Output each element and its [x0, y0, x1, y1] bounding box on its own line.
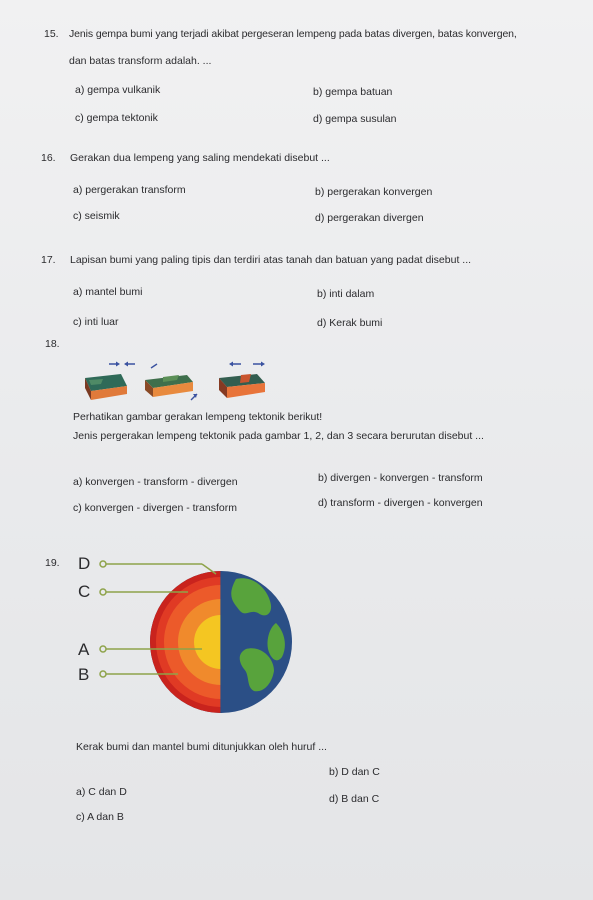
- q16-option-c[interactable]: c) seismik: [73, 210, 120, 222]
- q19-option-b[interactable]: b) D dan C: [329, 766, 380, 778]
- q16-option-b[interactable]: b) pergerakan konvergen: [315, 186, 433, 198]
- q15-option-a[interactable]: a) gempa vulkanik: [75, 84, 161, 96]
- q18-option-d[interactable]: d) transform - divergen - konvergen: [318, 497, 483, 509]
- plate-figure-3: [219, 362, 265, 399]
- q15-option-d[interactable]: d) gempa susulan: [313, 113, 397, 125]
- q18-instruction: Perhatikan gambar gerakan lempeng tektonik berikut!: [73, 411, 323, 423]
- q15-number: 15.: [44, 28, 59, 40]
- q19-number: 19.: [45, 557, 60, 569]
- plate-figure-1: [85, 362, 135, 401]
- earth-label-b: B: [78, 665, 90, 684]
- earth-label-a: A: [78, 640, 90, 659]
- q15-option-c[interactable]: c) gempa tektonik: [75, 112, 158, 124]
- earth-label-c: C: [78, 582, 91, 601]
- q19-option-a[interactable]: a) C dan D: [76, 786, 127, 798]
- label-d-pointer: [100, 561, 216, 574]
- q15-text-line2: dan batas transform adalah. ...: [69, 55, 212, 67]
- q18-text: Jenis pergerakan lempeng tektonik pada gambar 1, 2, dan 3 secara berurutan disebut ...: [73, 430, 484, 442]
- q17-option-b[interactable]: b) inti dalam: [317, 288, 375, 300]
- q17-text: Lapisan bumi yang paling tipis dan terdiri atas tanah dan batuan yang padat disebut ...: [70, 254, 472, 266]
- q19-option-c[interactable]: c) A dan B: [76, 811, 124, 823]
- q15-text-line1: Jenis gempa bumi yang terjadi akibat pergeseran lempeng pada batas divergen, batas konvergen,: [69, 28, 517, 40]
- q16-option-d[interactable]: d) pergerakan divergen: [315, 212, 424, 224]
- plate-figure-2: [145, 364, 197, 400]
- plate-movement-figure: [83, 360, 283, 410]
- q18-option-b[interactable]: b) divergen - konvergen - transform: [318, 472, 483, 484]
- q18-option-c[interactable]: c) konvergen - divergen - transform: [73, 502, 237, 514]
- q16-option-a[interactable]: a) pergerakan transform: [73, 184, 186, 196]
- earth-layers-figure: [70, 553, 300, 723]
- q16-text: Gerakan dua lempeng yang saling mendekati disebut ...: [70, 152, 330, 164]
- q17-option-d[interactable]: d) Kerak bumi: [317, 317, 383, 329]
- q16-number: 16.: [41, 152, 56, 164]
- q15-option-b[interactable]: b) gempa batuan: [313, 86, 393, 98]
- q17-option-a[interactable]: a) mantel bumi: [73, 286, 143, 298]
- q18-number: 18.: [45, 338, 60, 350]
- q19-text: Kerak bumi dan mantel bumi ditunjukkan oleh huruf ...: [76, 741, 327, 753]
- q17-number: 17.: [41, 254, 56, 266]
- q17-option-c[interactable]: c) inti luar: [73, 316, 119, 328]
- earth-label-d: D: [78, 554, 91, 573]
- q19-option-d[interactable]: d) B dan C: [329, 793, 380, 805]
- q18-option-a[interactable]: a) konvergen - transform - divergen: [73, 476, 238, 488]
